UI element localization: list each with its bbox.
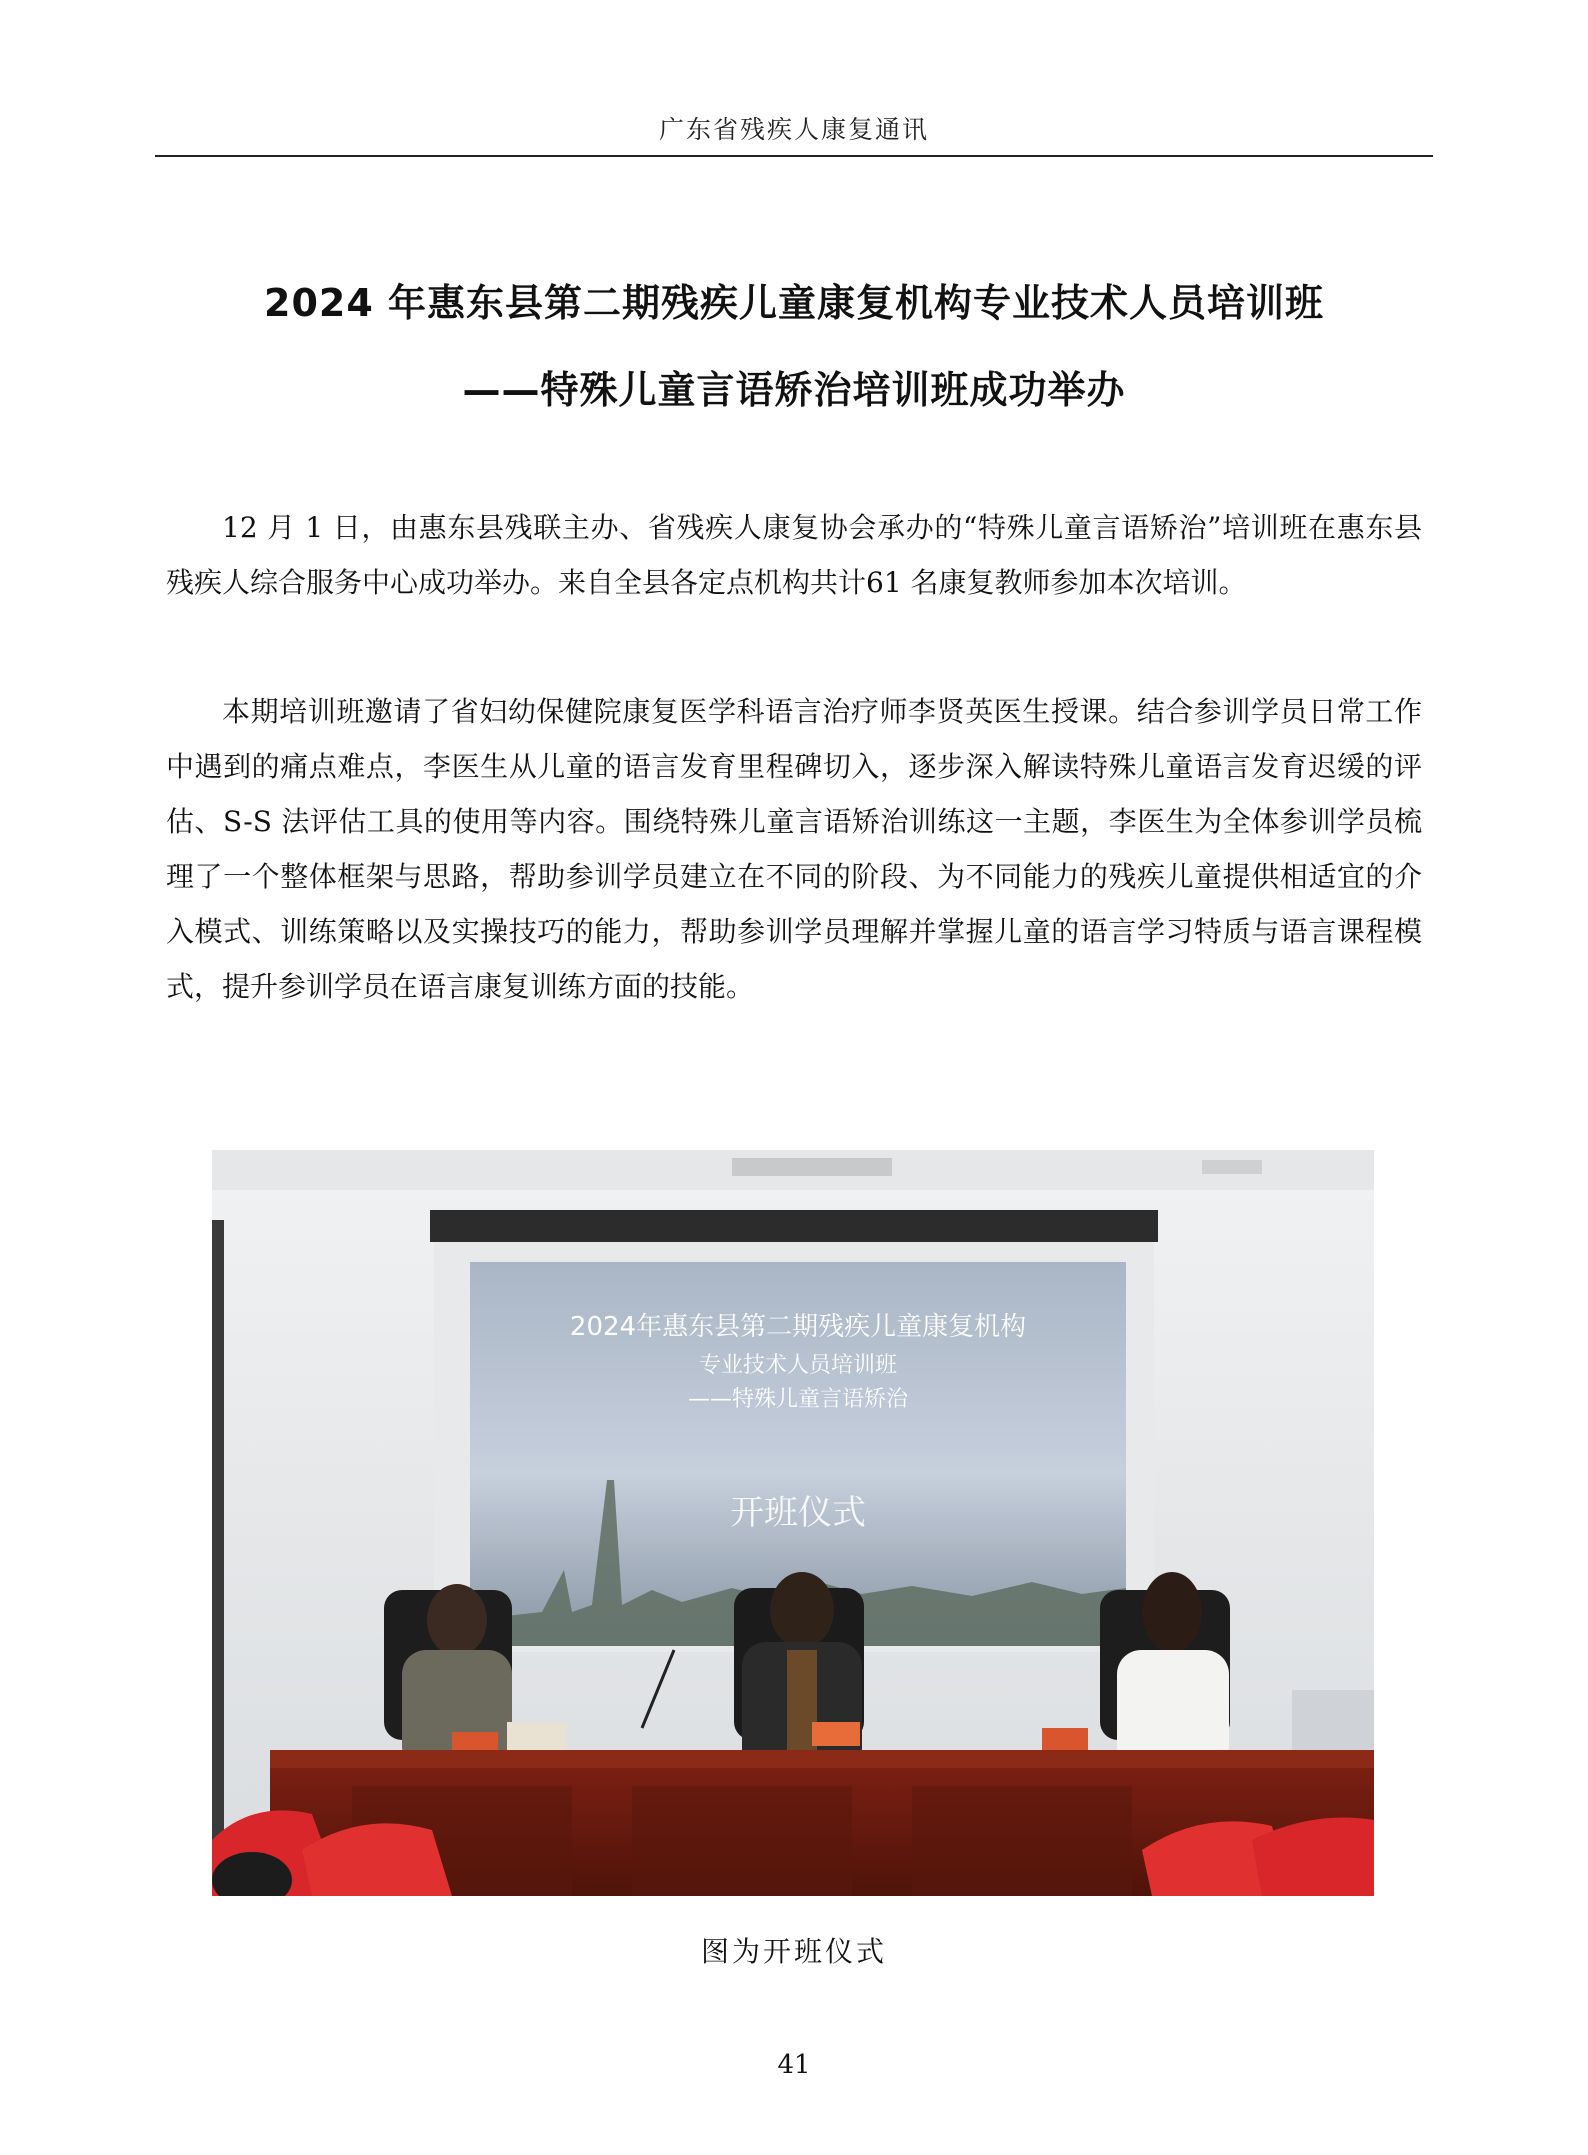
slide-title-line2: 专业技术人员培训班 [698,1353,898,1378]
slide-opening-text: 开班仪式 [730,1493,866,1533]
article-subtitle: ——特殊儿童言语矫治培训班成功举办 [462,368,1126,412]
header-divider [155,155,1433,157]
photo-caption: 图为开班仪式 [700,1935,887,1968]
paragraph-1 [166,500,1422,610]
photo-illustration [212,1150,1374,1896]
paragraph-2-text: 本期培训班邀请了省妇幼保健院康复医学科语言治疗师李贤英医生授课。结合参训学员日常工作中遇到的痛点难点，李医生从儿童的语言发育里程碑切入，逐步深入解读特殊儿童语言发育迟缓的评估、S-S 法评估工具的使用等内容。围绕特殊儿童言语矫治训练这一主题，李医生为全体参训学员梳理了一个整体框架与思路，帮助参训学员建立在不同的阶段、为不同能力的残疾儿童提供相适宜的介入模式、训练策略以及实操技巧的能力，帮助参训学员理解并掌握儿童的语言学习特质与语言课程模式，提升参训学员在语言康复训练方面的技能。 [166,695,1422,1003]
article-title: 2024 年惠东县第二期残疾儿童康复机构专业技术人员培训班 [264,281,1324,325]
slide-title-line1: 2024年惠东县第二期残疾儿童康复机构 [569,1312,1027,1342]
paragraph-2 [166,684,1422,1014]
opening-ceremony-photo [212,1150,1374,1896]
slide-title-line3: ——特殊儿童言语矫治 [687,1387,909,1412]
page-number: 41 [777,2050,811,2080]
running-header: 广东省残疾人康复通讯 [658,115,929,144]
paragraph-1-text: 12 月 1 日，由惠东县残联主办、省残疾人康复协会承办的“特殊儿童言语矫治”培训班在惠东县残疾人综合服务中心成功举办。来自全县各定点机构共计61 名康复教师参加本次培训。 [166,511,1422,599]
